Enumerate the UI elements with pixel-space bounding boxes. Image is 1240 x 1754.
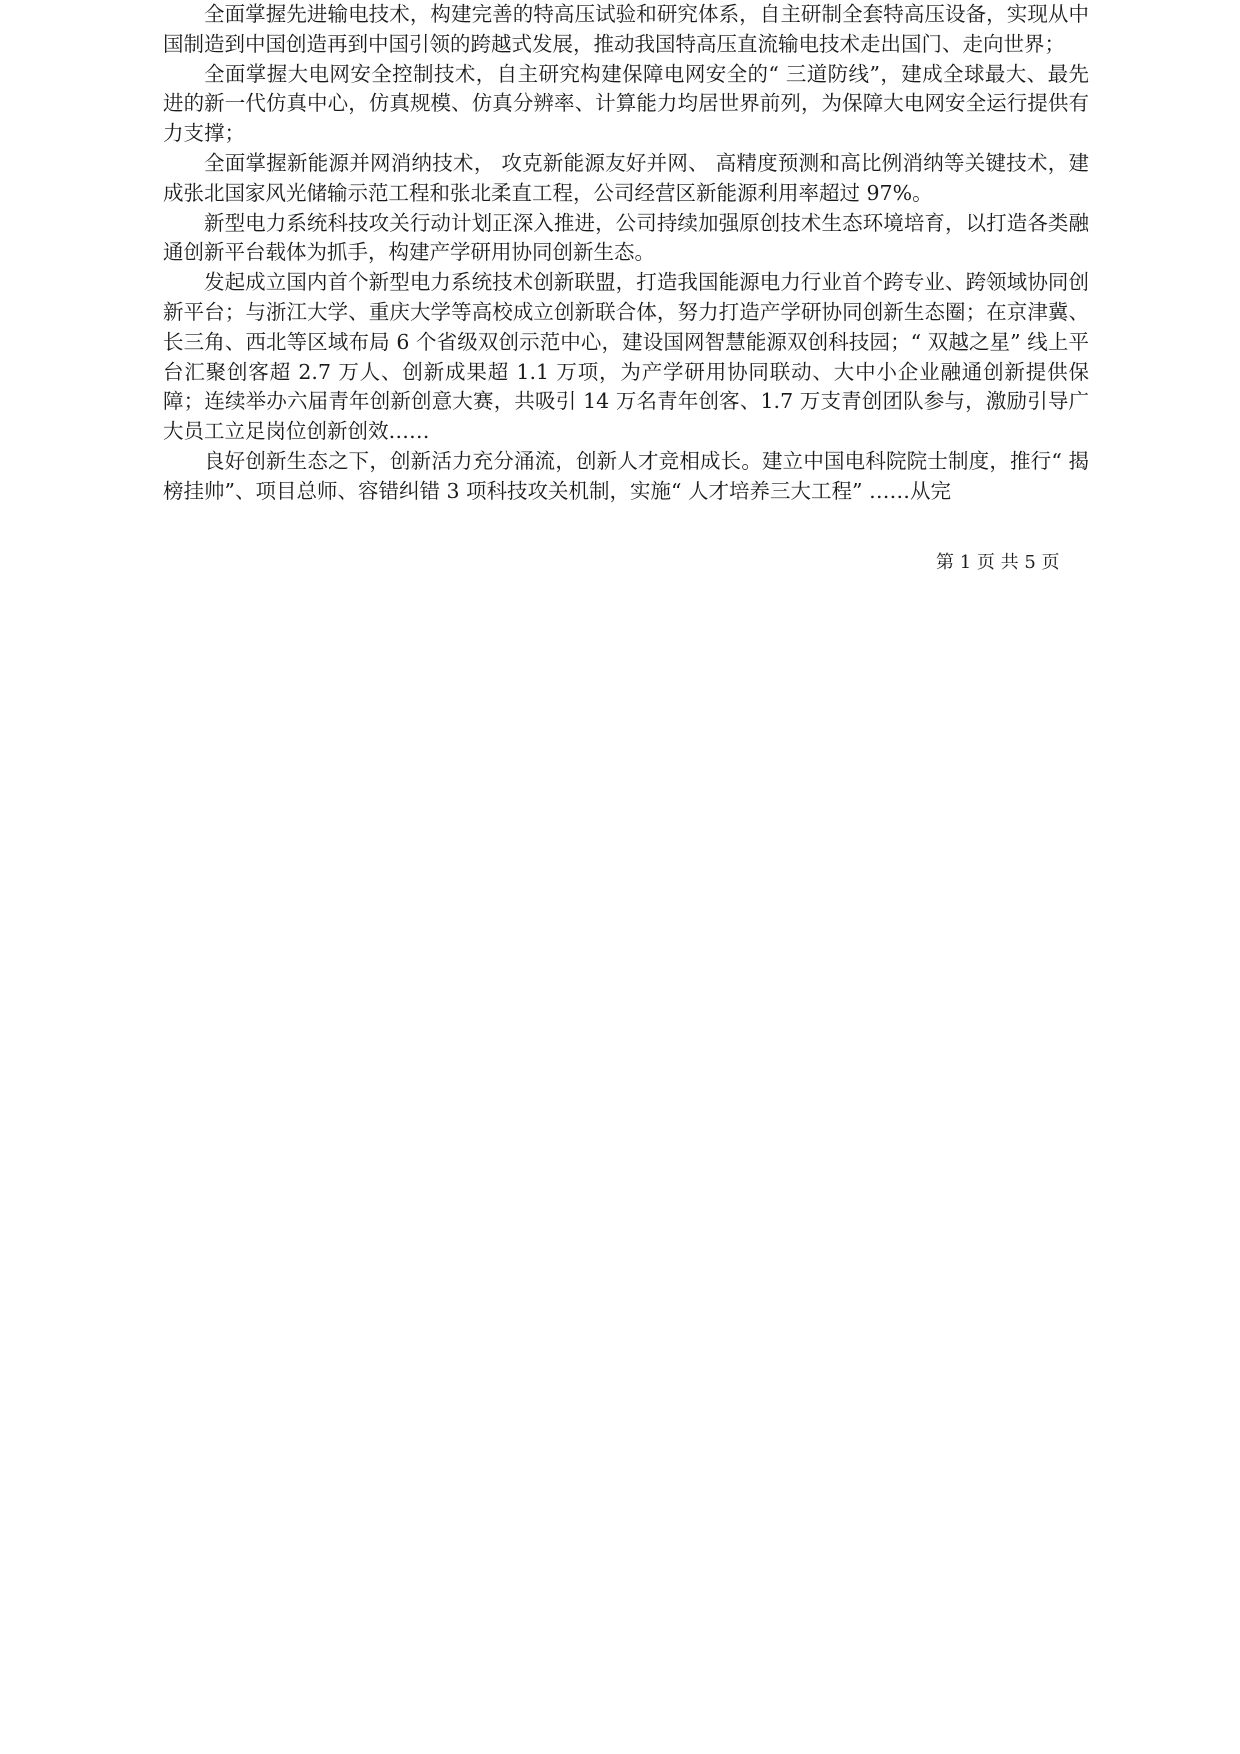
paragraph-grid-security: 全面掌握大电网安全控制技术，自主研究构建保障电网安全的“ 三道防线”，建成全球最大、最先进的新一代仿真中心，仿真规模、仿真分辨率、计算能力均居世界前列，为保障大电网安全运行提供有力支撑； — [163, 61, 1089, 146]
page-number-footer: 第 1 页 共 5 页 — [936, 552, 1060, 573]
paragraph-renewable-integration: 全面掌握新能源并网消纳技术， 攻克新能源友好并网、 高精度预测和高比例消纳等关键技术，建成张北国家风光储输示范工程和张北柔直工程，公司经营区新能源利用率超过 97%。 — [163, 150, 1089, 205]
paragraph-innovation-alliance: 发起成立国内首个新型电力系统技术创新联盟，打造我国能源电力行业首个跨专业、跨领域协同创新平台；与浙江大学、重庆大学等高校成立创新联合体，努力打造产学研协同创新生态圈；在京津冀、长三角、西北等区域布局 6 个省级双创示范中心，建设国网智慧能源双创科技园；“ 双越之星” 线上平台汇聚创客超 2.7 万人、创新成果超 1.1 万项，为产学研用协同联动、大中小企业融通创新提供保障；连续举办六届青年创新创意大赛，共吸引 14 万名青年创客、1.7 万支青创团队参与，激励引导广大员工立足岗位创新创效…… — [163, 270, 1089, 444]
paragraph-action-plan: 新型电力系统科技攻关行动计划正深入推进，公司持续加强原创技术生态环境培育，以打造各类融通创新平台载体为抓手，构建产学研用协同创新生态。 — [163, 210, 1089, 265]
paragraph-uhv-transmission: 全面掌握先进输电技术，构建完善的特高压试验和研究体系，自主研制全套特高压设备，实现从中国制造到中国创造再到中国引领的跨越式发展，推动我国特高压直流输电技术走出国门、走向世界； — [163, 2, 1089, 56]
paragraph-innovation-talent: 良好创新生态之下，创新活力充分涌流，创新人才竞相成长。建立中国电科院院士制度，推行“ 揭榜挂帅”、项目总师、容错纠错 3 项科技攻关机制，实施“ 人才培养三大工程” ……从完 — [163, 448, 1089, 503]
document-body — [163, 0, 1089, 507]
